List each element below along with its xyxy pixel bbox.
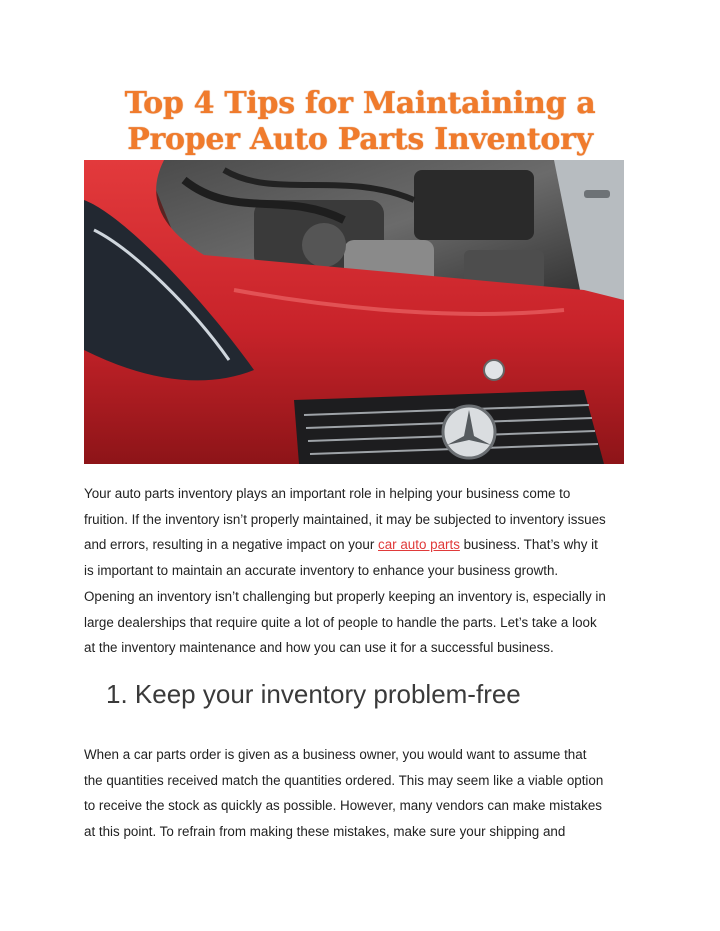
section-1-line-3: to receive the stock as quickly as possible. However, many vendors can make mistakes (84, 798, 602, 814)
section-1-line-1: When a car parts order is given as a business owner, you would want to assume that (84, 747, 587, 762)
intro-line-6: large dealerships that require quite a lot of people to handle the parts. Let’s take a look (84, 614, 597, 630)
section-1-paragraph (84, 742, 644, 845)
intro-paragraph (84, 481, 644, 661)
section-1-line-4: at this point. To refrain from making these mistakes, make sure your shipping and (84, 824, 566, 840)
intro-line-2: fruition. If the inventory isn’t properly maintained, it may be subjected to inventory issues (84, 511, 606, 527)
intro-line-5: Opening an inventory isn’t challenging but properly keeping an inventory is, especially in (84, 588, 606, 604)
intro-line-4: is important to maintain an accurate inventory to enhance your business growth. (84, 563, 559, 579)
page-title (0, 86, 720, 158)
intro-line-1: Your auto parts inventory plays an important role in helping your business come to (84, 486, 571, 501)
section-1-line-2: the quantities received match the quantities ordered. This may seem like a viable option (84, 772, 604, 788)
car-engine-illustration (84, 160, 624, 464)
car-auto-parts-link[interactable]: car auto parts (378, 537, 460, 553)
section-1-heading: 1. Keep your inventory problem-free (106, 679, 521, 709)
title-line-1: Top 4 Tips for Maintaining a (124, 86, 596, 121)
hero-car-image (84, 160, 624, 464)
intro-line-3-before: and errors, resulting in a negative impact on your (84, 537, 379, 553)
intro-line-7: at the inventory maintenance and how you can use it for a successful business. (84, 640, 554, 656)
intro-line-3-after: business. That’s why it (459, 537, 598, 553)
title-line-2: Proper Auto Parts Inventory (127, 122, 593, 157)
intro-line-3 (84, 532, 644, 558)
